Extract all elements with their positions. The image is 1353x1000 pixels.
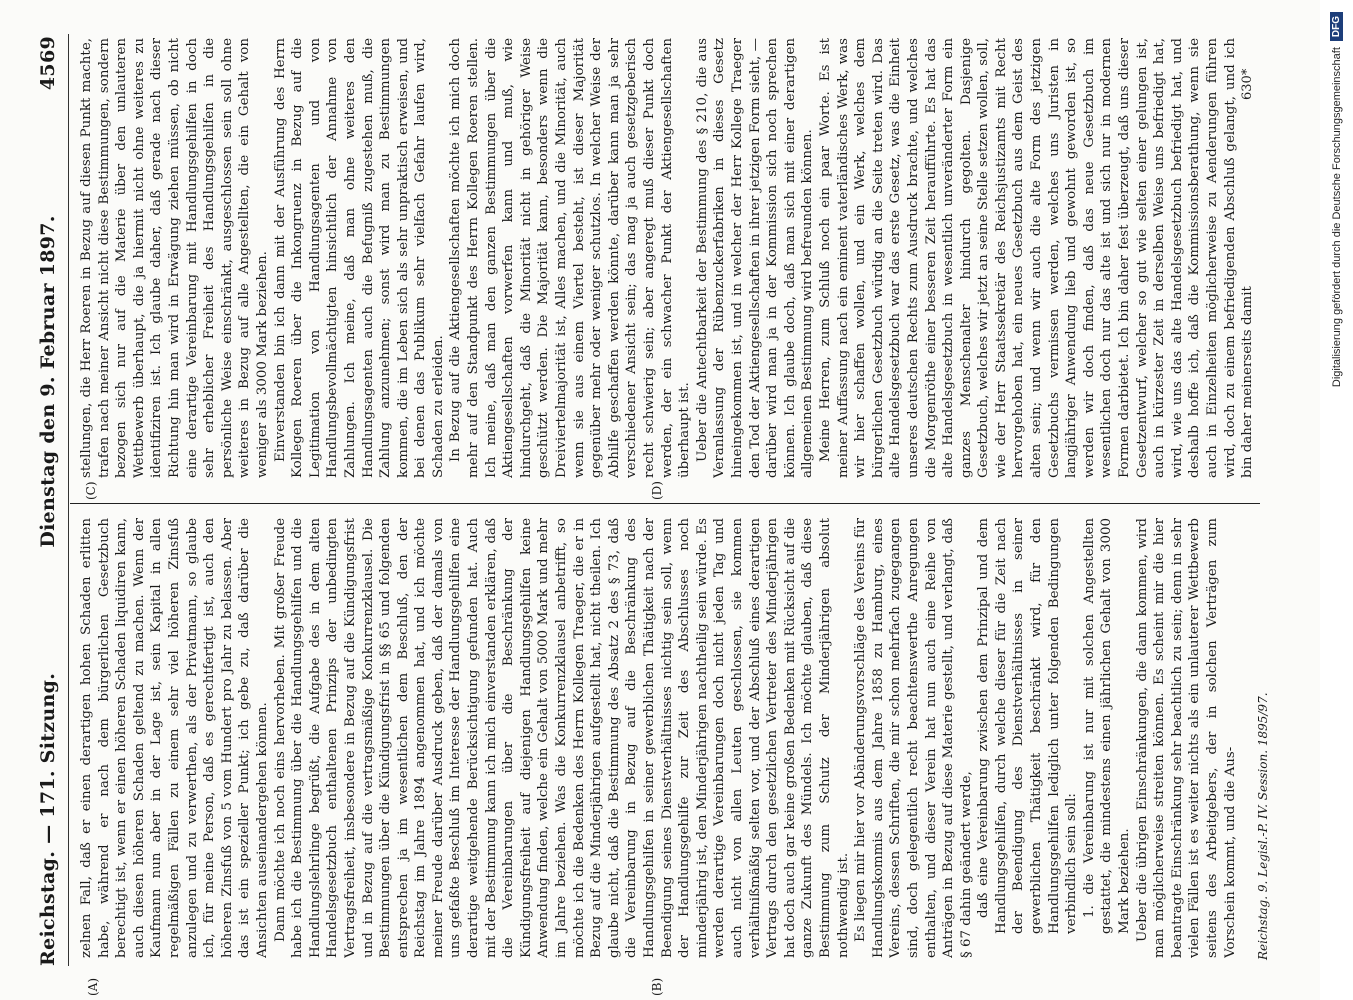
page-note: 630* bbox=[1240, 68, 1255, 100]
dfg-logo: DFG bbox=[1330, 12, 1343, 41]
paragraph: Dann möchte ich noch eins hervorheben. Mit großer Freude habe ich die Bestimmung über die Handlungsgehilfen und die Handlungslehrlinge begrüßt, die Aufgabe des in dem alten Handelsgesetzbuch enthaltenen Prinzips der unbedingten Vertragsfreiheit, insbesondere in Bezug auf die Kündigungsfrist und in Bezug auf die vertragsmäßige Konkurrenzklausel. Die Bestimmungen über die Kündigungsfrist in §§ 65 und folgenden entsprechen ja im wesentlichen dem Beschluß, den der Reichstag im Jahre 1894 angenommen hat, und ich möchte meiner Freude darüber Ausdruck geben, daß der damals von uns gefaßte Beschluß im Interesse der Handlungsgehilfen eine derartige weitgehende Berücksichtigung gefunden hat. Auch mit der Bestimmung kann ich mich einverstanden erklären, daß die Vereinbarungen über die Beschränkung der Kündigungsfreiheit auf diejenigen Handlungsgehilfen keine Anwendung finden, welche ein Gehalt von 5000 Mark und mehr im Jahre beziehen. Was die Konkurrenzklausel anbetrifft, so möchte ich die Bedenken des Herrn Kollegen Traeger, die er in Bezug auf die Minderjährigen aufgestellt hat, nicht theilen. Ich glaube nicht, daß die Bestimmung des Absatz 2 des § 73, daß die Vereinbarung in Bezug auf die Beschränkung des Handlungsgehilfen in seiner gewerblichen Thätigkeit nach der Beendigung seines Dienstverhältnisses nichtig sein soll, wenn der Handlungsgehilfe zur Zeit des Abschlusses noch minderjährig ist, den Minderjährigen nachtheilig sein würde. Es werden derartige Vereinbarungen doch nicht jeden Tag und auch nicht von allen Leuten geschlossen, sie kommen verhältnißmäßig selten vor, und der Abschluß eines derartigen Vertrags durch den gesetzlichen Vertreter des Minderjährigen hat doch auch gar keine großen Bedenken mit Rücksicht auf die ganze Zukunft des Mündels. Ich möchte glauben, daß diese Bestimmung zum Schutz der Minderjährigen absolut nothwendig ist. bbox=[272, 518, 851, 958]
column-divider bbox=[70, 503, 1260, 504]
paragraph: Meine Herren, zum Schluß noch ein paar Worte. Es ist meiner Auffassung nach ein eminent vaterländisches Werk, was wir hier schaffen wollen, und ein Werk, welches dem bürgerlichen Gesetzbuch würdig an die Seite treten wird. Das alte Handelsgesetzbuch war das erste Gesetz, was die Einheit unseres deutschen Rechts zum Ausdruck brachte, und welches die Morgenröthe einer besseren Zeit heraufführte. Es hat das alte Handelsgesetzbuch in wesentlich unveränderter Form ein ganzes Menschenalter hindurch gegolten. Dasjenige Gesetzbuch, welches wir jetzt an seine Stelle setzen wollen, soll, wie der Herr Staatssekretär des Reichsjustizamts mit Recht hervorgehoben hat, ein neues Gesetzbuch aus dem Geist des alten sein; und wenn wir auch die alte Form des jetzigen Gesetzbuchs vermissen werden, welches uns Juristen in langjähriger Anwendung lieb und gewohnt geworden ist, so werden wir doch finden, daß das neue Gesetzbuch im wesentlichen doch nur das alte ist und sich nur in modernen Formen darbietet. Ich bin daher fest überzeugt, daß uns dieser Gesetzentwurf, welcher so gut wie selten einer gelungen ist, auch in kürzester Zeit in derselben Weise uns befriedigt hat, wird, wie uns das alte Handelsgesetzbuch befriedigt hat, und deshalb hoffe ich, daß die Kommissionsberathung, wenn sie auch in Einzelheiten möglicherweise zu Aenderungen führen wird, doch zu einem befriedigenden Abschluß gelangt, und ich bin daher meinerseits damit bbox=[817, 38, 1256, 478]
credit-strip bbox=[1320, 0, 1353, 1000]
paragraph: Einverstanden bin ich dann mit der Ausführung des Herrn Kollegen Roeren über die Inkongruenz in Bezug auf die Legitimation von Handlungsagenten und von Handlungsbevollmächtigten hinsichtlich der Annahme von Zahlungen. Ich meine, daß man ohne weiteres den Handlungsagenten auch die Befugniß zugestehen muß, die Zahlung anzunehmen; sonst wird man zu Bestimmungen kommen, die im Leben sich als sehr unpraktisch erweisen, und bei denen das Publikum sehr vielfach Gefahr laufen wird, Schaden zu erleiden. bbox=[272, 38, 446, 478]
margin-mark-a: (A) bbox=[86, 977, 100, 996]
paragraph: Es liegen mir hier vor Abänderungsvorschläge des Vereins für Handlungskommis aus dem Jahre 1858 zu Hamburg, eines Vereins, dessen Schriften, die mir schon mehrfach zugegangen sind, doch gelegentlich recht beachtenswerthe Anregungen enthalten, und dieser Verein hat nun auch eine Reihe von Anträgen in Bezug auf diese Materie gestellt, und verlangt, daß § 67 dahin geändert werde, bbox=[853, 518, 974, 958]
session-reference: Reichstag. 9. Legisl.-P. IV. Session. 1895/97. bbox=[1256, 692, 1270, 960]
credit-text: Digitalisierung gefördert durch die Deutsche Forschungsgemeinschaft bbox=[1330, 47, 1343, 388]
paragraph: Ueber die Antechtbarkeit der Bestimmung des § 210, die aus Veranlassung der Rübenzuckerfabriken in dieses Gesetz hineingekommen ist, und in welcher der Herr Kollege Traeger den Tod der Aktiengesellschaften in ihrer jetzigen Form sieht, — darüber wird man ja in der Kommission sich noch sprechen können. Ich glaube doch, daß man sich mit einer derartigen allgemeinen Bestimmung wird befreunden können. bbox=[694, 38, 816, 478]
paragraph: stellungen, die Herr Roeren in Bezug auf diesen Punkt machte, trafen nach meiner Ansicht nicht diese Bestimmungen, sondern bezogen sich nur auf die Materie über den unlauteren Wettbewerb überhaupt, die ja hiermit nicht ohne weiteres zu identifiziren ist. Ich glaube daher, daß gerade nach dieser Richtung hin man wird in Erwägung ziehen müssen, ob nicht eine derartige Vereinbarung mit Handlungsgehilfen in doch sehr erheblicher Freiheit des Handlungsgehilfen in die persönliche Weise einschränkt, ausgeschlossen sein soll ohne weiteres in Bezug auf alle Angestellten, die ein Gehalt von weniger als 3000 Mark beziehen. bbox=[79, 38, 270, 478]
header-rule bbox=[68, 34, 69, 966]
left-column bbox=[78, 518, 1248, 958]
quoted-paragraph: daß eine Vereinbarung zwischen dem Prinzipal und dem Handlungsgehilfen, durch welche dieser für die Zeit nach der Beendigung des Dienstverhältnisses in seiner gewerblichen Thätigkeit beschränkt wird, für den Handlungsgehilfen lediglich unter folgenden Bedingungen verbindlich sein soll: bbox=[976, 518, 1080, 934]
right-column bbox=[78, 38, 1268, 478]
margin-mark-c: (C) bbox=[84, 481, 98, 500]
page-number: 4569 bbox=[37, 36, 59, 91]
paragraph: Ueber die übrigen Einschränkungen, die dann kommen, wird man möglicherweise streiten können. Es scheint mir die hier beantragte Einschränkung sehr beachtlich zu sein; denn in sehr vielen Fällen ist es weiter nichts als ein unlauterer Wettbewerb seitens des Arbeitgebers, der in solchen Verträgen zum Vorschein kommt, und die Aus- bbox=[1134, 518, 1238, 958]
paragraph: zelnen Fall, daß er einen derartigen hohen Schaden erlitten habe, während er nach dem bürgerlichen Gesetzbuch berechtigt ist, wenn er einen höheren Schaden liquidiren kann, auch diesen höheren Schaden geltend zu machen. Wenn der Kaufmann nun aber in der Lage ist, sein Kapital in allen regelmäßigen Fällen zu einem sehr viel höheren Zinsfuß anzulegen und zu verwerthen, als der Privatmann, so glaube ich, für meine Person, daß es gerechtfertigt ist, auch den höheren Zinsfuß von 5 vom Hundert pro Jahr zu belassen. Aber das ist ein spezieller Punkt; ich gebe zu, daß darüber die Ansichten auseinandergehen können. bbox=[79, 518, 270, 958]
margin-mark-b: (B) bbox=[650, 977, 664, 996]
paragraph: In Bezug auf die Aktiengesellschaften möchte ich mich doch mehr auf den Standpunkt des Herrn Kollegen Roeren stellen. Ich meine, daß man den ganzen Bestimmungen über die Aktiengesellschaften vorwerfen kann und muß, wie hindurchgeht, daß die Minorität nicht in gehöriger Weise geschützt werden. Die Majorität kann, besonders wenn die Dreiviertelmajorität ist, Alles machen, und die Minorität, auch wenn sie aus einem Viertel besteht, ist dieser Majorität gegenüber mehr oder weniger schutzlos. In welcher Weise der Abhilfe geschaffen werden könnte, darüber kann man ja sehr verschiedener Ansicht sein; das mag ja auch gesetzgeberisch recht schwierig sein; aber angeregt muß dieser Punkt doch werden, der ein schwacher Punkt der Aktiengesellschaften überhaupt ist. bbox=[448, 38, 693, 478]
page-header bbox=[32, 36, 64, 966]
header-left: Reichstag. — 171. Sitzung. bbox=[37, 672, 59, 966]
margin-mark-d: (D) bbox=[650, 481, 664, 500]
list-item: 1. die Vereinbarung ist nur mit solchen Angestellten gestattet, die mindestens einen jährlichen Gehalt von 3000 Mark beziehen. bbox=[1081, 518, 1133, 934]
header-date: Dienstag den 9. Februar 1897. bbox=[37, 215, 59, 548]
